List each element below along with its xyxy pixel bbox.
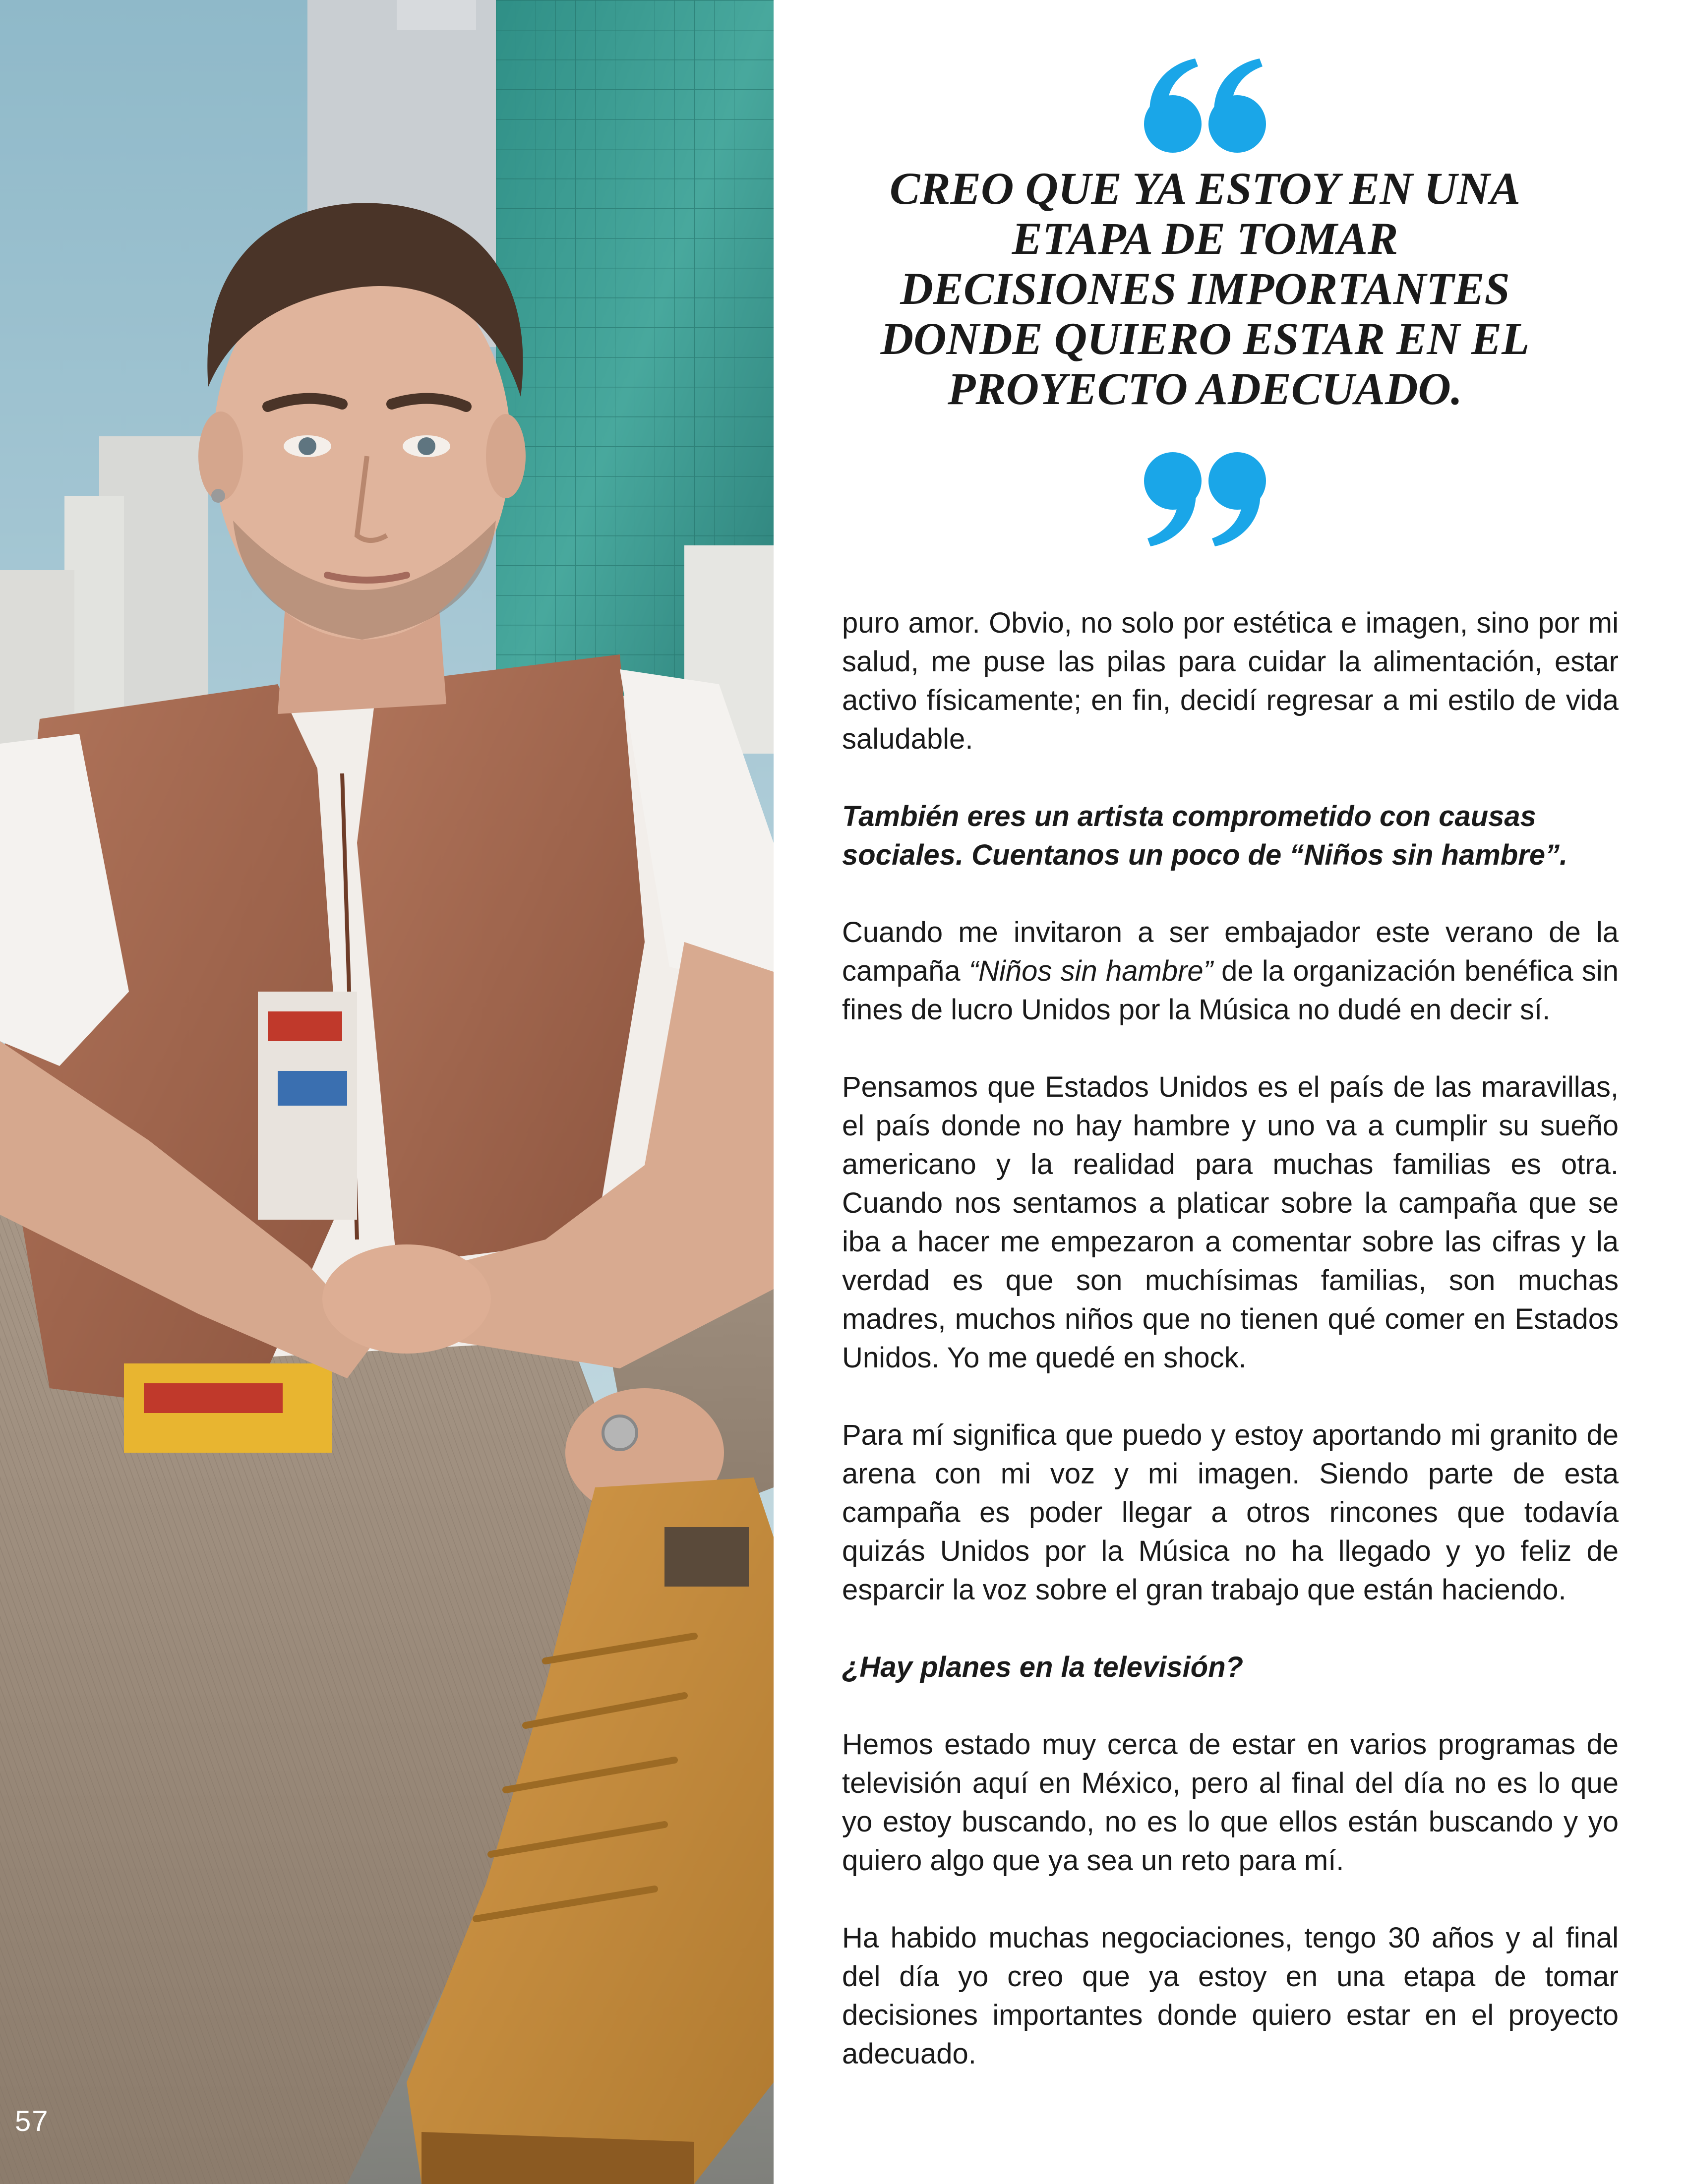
- paragraph: Para mí significa que puedo y estoy aportando mi granito de arena con mi voz y mi imagen. Siendo parte de esta campaña es poder llegar a otros rincones que todavía quizás Unidos por la Música no ha llegado y yo feliz de esparcir la voz sobre el gran trabajo que están haciendo.: [842, 1419, 1619, 1606]
- page-number: 57: [15, 2105, 49, 2137]
- campaign-name: “Niños sin hambre”: [968, 955, 1213, 987]
- paragraph-text: de la organización benéfica sin fines de lucro Unidos por la Música no dudé en decir sí.: [842, 955, 1619, 1026]
- portrait-photo: [0, 0, 774, 2184]
- paragraph: Pensamos que Estados Unidos es el país de las maravillas, el país donde no hay hambre y uno va a cumplir su sueño americano y la realidad para muchas familias es otra. Cuando nos sentamos a platicar sobre la campaña que se iba a hacer me empezaron a comentar sobre las cifras y la verdad es que son muchísimas familias, son muchas madres, muchos niños que no tienen qué comer en Estados Unidos. Yo me quedé en shock.: [842, 1071, 1619, 1374]
- paragraph-text: Cuando me invitaron a ser embajador este verano de la campaña: [842, 916, 1619, 987]
- interview-question: También eres un artista comprometido con causas sociales. Cuentanos un poco de “Niños sin hambre”.: [842, 800, 1568, 871]
- open-quote-icon: [1136, 55, 1274, 154]
- close-quote-icon: [1136, 451, 1274, 550]
- paragraph: puro amor. Obvio, no solo por estética e imagen, sino por mi salud, me puse las pilas para cuidar la alimentación, estar activo físicamente; en fin, decidí regresar a mi estilo de vida saludable.: [842, 607, 1619, 755]
- paragraph: [842, 913, 1619, 1029]
- interview-question: ¿Hay planes en la televisión?: [842, 1651, 1244, 1683]
- paragraph: Hemos estado muy cerca de estar en varios programas de televisión aquí en México, pero al final del día no es lo que yo estoy buscando, no es lo que ellos están buscando y yo quiero algo que ya sea un reto para mí.: [842, 1728, 1619, 1877]
- paragraph: Ha habido muchas negociaciones, tengo 30 años y al final del día yo creo que ya estoy en una etapa de tomar decisiones importantes donde quiero estar en el proyecto adecuado.: [842, 1922, 1619, 2070]
- article-body: [842, 604, 1619, 2112]
- pull-quote: CREO QUE YA ESTOY EN UNA ETAPA DE TOMAR DECISIONES IMPORTANTES DONDE QUIERO ESTAR EN EL PROYECTO ADECUADO.: [880, 163, 1530, 414]
